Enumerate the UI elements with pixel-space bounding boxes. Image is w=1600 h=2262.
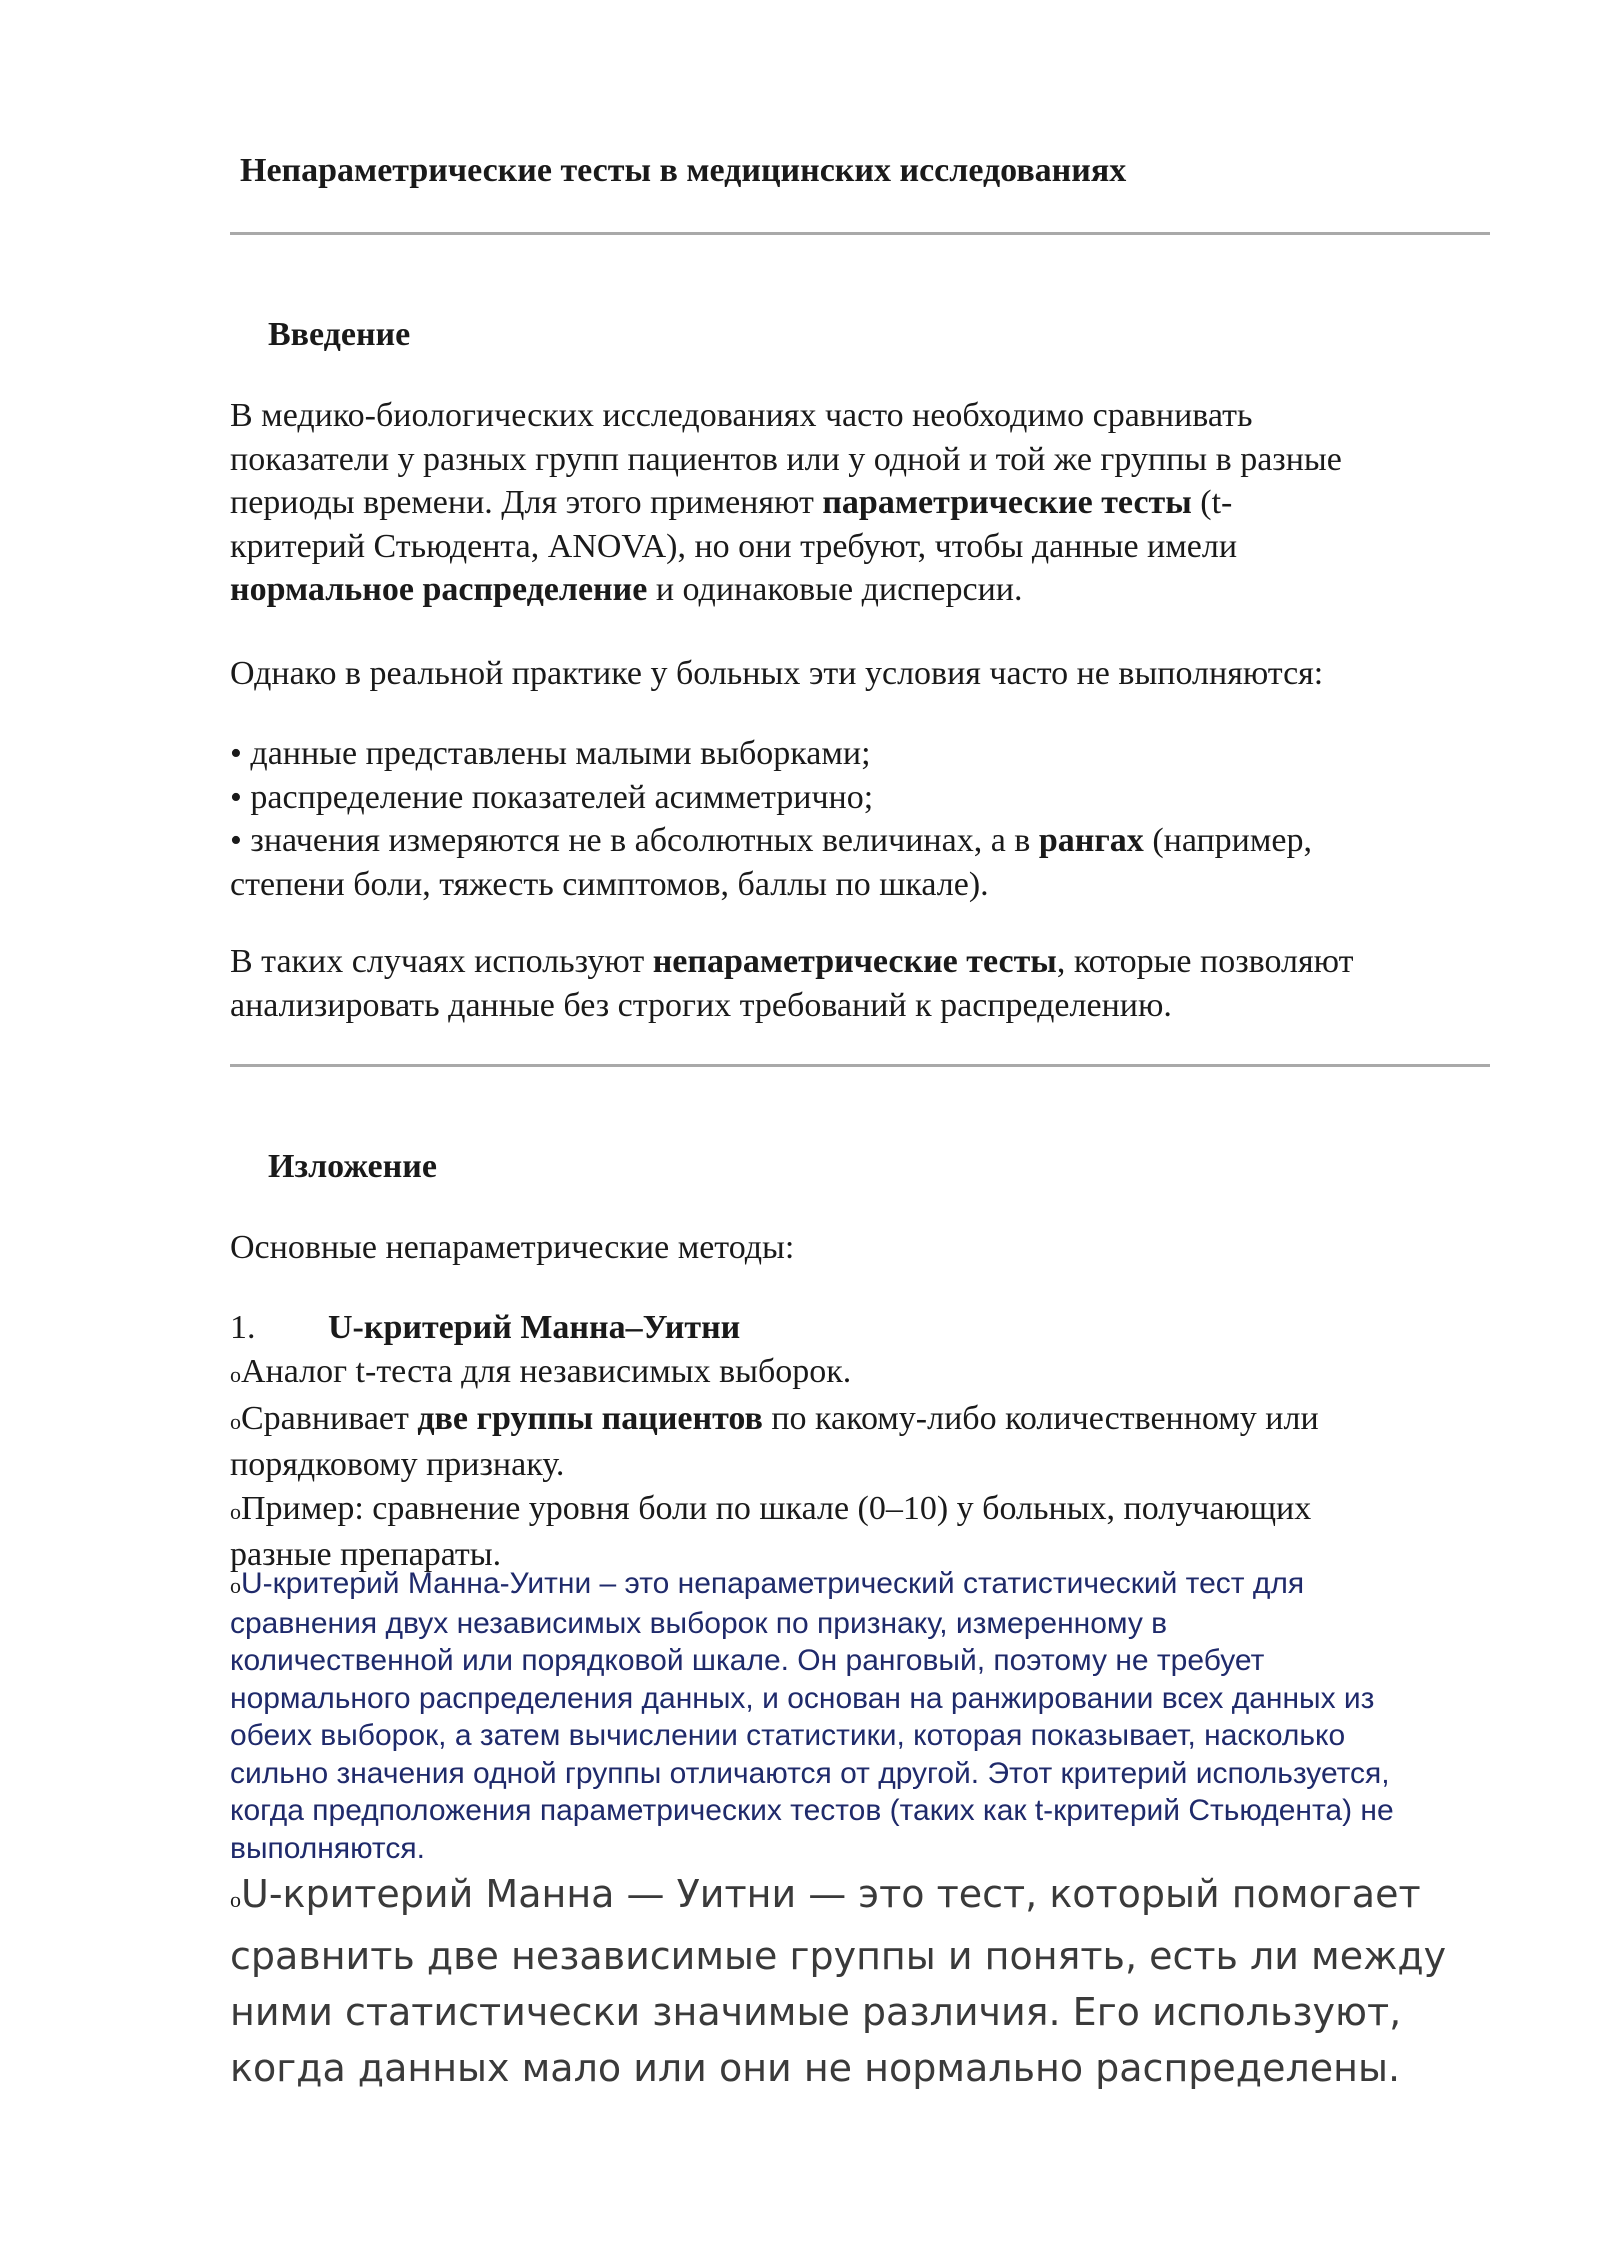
numbered-item-heading: [230, 1306, 740, 1350]
text-line: Основные непараметрические методы:: [230, 1229, 795, 1266]
text-line: [230, 940, 1490, 984]
text-line: [230, 481, 1490, 525]
text-line: порядковому признаку.: [230, 1446, 565, 1483]
sub-item: [230, 1487, 1490, 1534]
list-marker: o: [230, 1362, 241, 1387]
horizontal-rule: [230, 232, 1490, 235]
text-line: анализировать данные без строгих требований к распределению.: [230, 986, 1172, 1024]
text-run: по какому-либо количественному или: [762, 1399, 1319, 1437]
text-line: [230, 1565, 1490, 1605]
text-run: U-критерий Манна — Уитни — это тест, который помогает: [241, 1872, 1421, 1916]
bullet-list: [230, 732, 1490, 906]
horizontal-rule: [230, 1064, 1490, 1067]
list-marker: o: [230, 1498, 241, 1524]
text-line: количественной или порядковой шкале. Он ранговый, поэтому не требует: [230, 1644, 1265, 1677]
text-line: степени боли, тяжесть симптомов, баллы по шкале).: [230, 865, 989, 903]
section-heading-intro: Введение: [268, 316, 411, 353]
text-run: (t-: [1191, 484, 1233, 521]
text-run: , которые позволяют: [1056, 943, 1354, 980]
pasted-definition-block: [230, 1565, 1490, 1867]
sub-item: [230, 1350, 1490, 1397]
item-number: 1.: [230, 1309, 256, 1346]
pasted-summary-block: [230, 1866, 1490, 2096]
text-line: когда данных мало или они не нормально распределены.: [230, 2046, 1401, 2090]
bold-term: параметрические тесты: [822, 484, 1192, 521]
text-run: периоды времени. Для этого применяют: [230, 484, 823, 521]
text-line: когда предположения параметрических тестов (таких как t-критерий Стьюдента) не: [230, 1794, 1394, 1827]
text-line: Однако в реальной практике у больных эти условия часто не выполняются:: [230, 655, 1324, 692]
intro-paragraph-2: [230, 652, 1490, 696]
text-line: критерий Стьюдента, ANOVA), но они требуют, чтобы данные имели: [230, 527, 1238, 565]
text-line: показатели у разных групп пациентов или у одной и той же группы в разные: [230, 440, 1342, 478]
text-run: Сравнивает: [241, 1399, 418, 1437]
text-line: нормального распределения данных, и основан на ранжировании всех данных из: [230, 1681, 1375, 1715]
list-item: [230, 819, 1490, 863]
text-run: • значения измеряются не в абсолютных величинах, а в: [230, 822, 1039, 859]
text-run: Аналог t-теста для независимых выборок.: [241, 1353, 852, 1390]
bold-term: рангах: [1038, 822, 1144, 859]
document-title: Непараметрические тесты в медицинских исследованиях: [240, 152, 1127, 189]
section-heading-body: Изложение: [268, 1148, 437, 1185]
text-line: выполняются.: [230, 1831, 425, 1865]
text-run: (например,: [1143, 822, 1312, 859]
item-title: U-критерий Манна–Уитни: [328, 1309, 741, 1346]
text-line: сравнения двух независимых выборок по признаку, измеренному в: [230, 1606, 1168, 1640]
text-run: В таких случаях используют: [230, 943, 653, 980]
bold-term: две группы пациентов: [417, 1399, 763, 1437]
text-line: [230, 568, 1490, 612]
text-line: сравнить две независимые группы и понять, есть ли между: [230, 1934, 1447, 1978]
text-run: и одинаковые дисперсии.: [647, 571, 1023, 608]
intro-paragraph-3: [230, 940, 1490, 1027]
methods-lead: [230, 1226, 1490, 1270]
text-line: [230, 1866, 1490, 1928]
text-line: В медико-биологических исследованиях часто необходимо сравнивать: [230, 397, 1253, 434]
text-line: сильно значения одной группы отличаются от другой. Этот критерий используется,: [230, 1756, 1390, 1790]
text-run: Пример: сравнение уровня боли по шкале (0–10) у больных, получающих: [241, 1489, 1312, 1527]
text-line: разные препараты.: [230, 1536, 502, 1573]
bold-term: нормальное распределение: [230, 571, 648, 608]
list-marker: o: [230, 1573, 241, 1598]
list-item: • распределение показателей асимметрично;: [230, 778, 874, 816]
intro-paragraph-1: [230, 394, 1490, 612]
list-marker: o: [230, 1408, 241, 1434]
text-line: обеих выборок, а затем вычислении статистики, которая показывает, насколько: [230, 1719, 1346, 1752]
text-run: U-критерий Манна-Уитни – это непараметрический статистический тест для: [241, 1567, 1305, 1600]
list-item: • данные представлены малыми выборками;: [230, 735, 871, 772]
sub-list: [230, 1350, 1490, 1577]
sub-item: [230, 1397, 1490, 1444]
bold-term: непараметрические тесты: [652, 943, 1057, 980]
text-line: ними статистически значимые различия. Его используют,: [230, 1990, 1402, 2034]
list-marker: o: [230, 1887, 241, 1912]
